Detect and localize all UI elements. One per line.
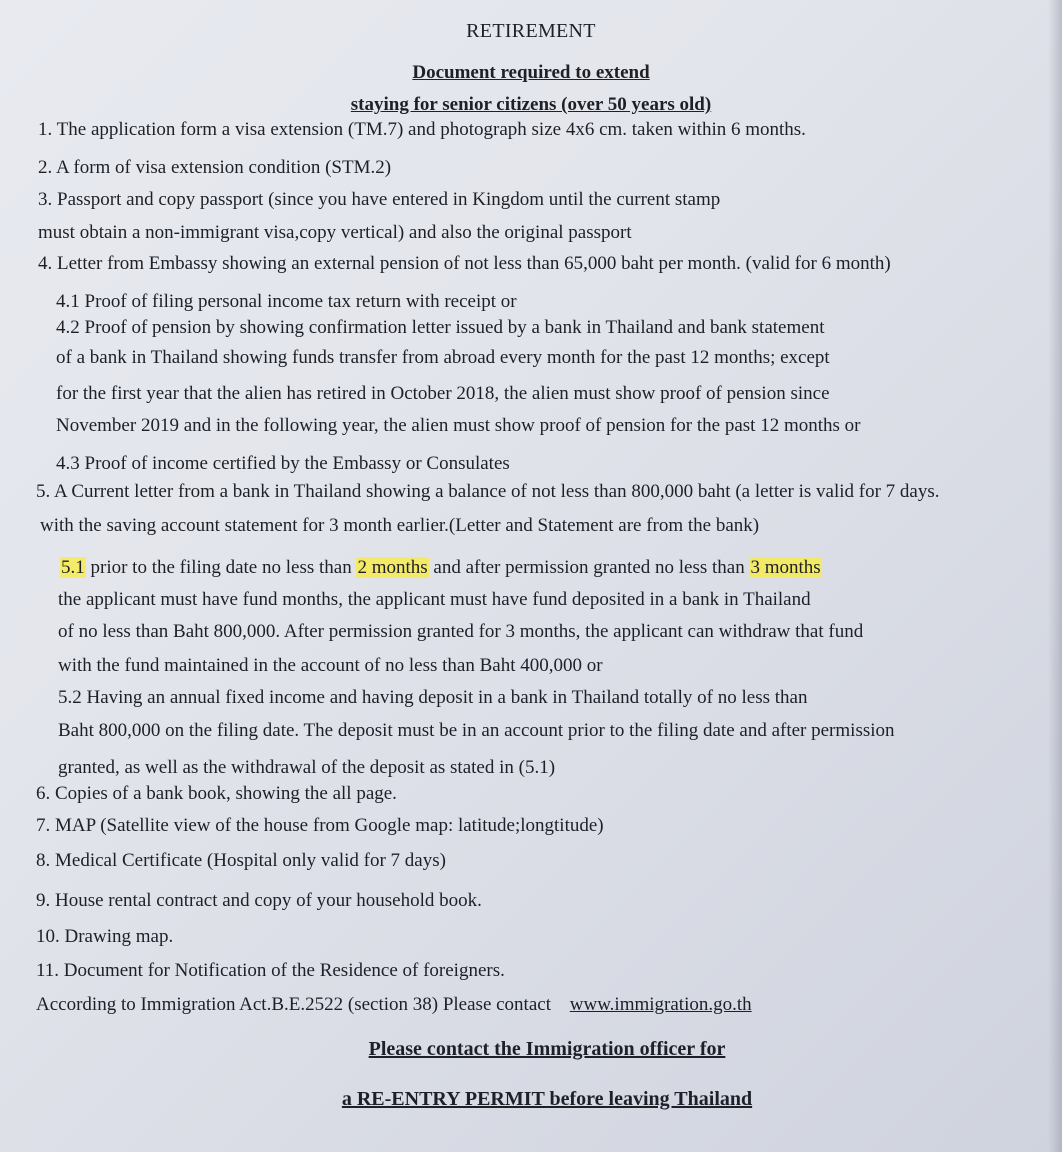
according-line — [36, 993, 752, 1017]
item-3-line1: 3. Passport and copy passport (since you have entered in Kingdom until the current stamp — [38, 189, 721, 210]
item-2: 2. A form of visa extension condition (STM.2) — [38, 157, 392, 178]
item-5-1-line4: with the fund maintained in the account of no less than Baht 400,000 or — [58, 655, 603, 676]
highlight-2-months: 2 months — [357, 557, 428, 578]
according-text: According to Immigration Act.B.E.2522 (section 38) Please contact — [36, 994, 551, 1015]
item-5-line2: with the saving account statement for 3 month earlier.(Letter and Statement are from the bank) — [40, 515, 760, 536]
item-4: 4. Letter from Embassy showing an external pension of not less than 65,000 baht per month. (valid for 6 month) — [38, 253, 891, 274]
highlight-5-1: 5.1 — [61, 557, 85, 578]
item-5-2-line3: granted, as well as the withdrawal of the deposit as stated in (5.1) — [58, 757, 556, 778]
item-5-1-line1 — [60, 556, 822, 580]
item-4-2-line4: November 2019 and in the following year, the alien must show proof of pension for the past 12 months or — [56, 415, 861, 436]
item-9: 9. House rental contract and copy of your household book. — [36, 890, 482, 911]
item-6: 6. Copies of a bank book, showing the all page. — [36, 783, 397, 804]
item-5-line1: 5. A Current letter from a bank in Thailand showing a balance of not less than 800,000 baht (a letter is valid for 7 days. — [36, 481, 940, 502]
item-1: 1. The application form a visa extension (TM.7) and photograph size 4x6 cm. taken within 6 months. — [38, 119, 806, 140]
footer-notice-line1: Please contact the Immigration officer for — [368, 1038, 726, 1060]
item-5-1-text-b: and after permission granted no less than — [428, 557, 750, 578]
item-8: 8. Medical Certificate (Hospital only valid for 7 days) — [36, 850, 446, 871]
immigration-website-link[interactable]: www.immigration.go.th — [569, 994, 752, 1015]
item-4-2-line3: for the first year that the alien has retired in October 2018, the alien must show proof of pension since — [56, 383, 830, 404]
item-5-1-text-a: prior to the filing date no less than — [85, 557, 357, 578]
item-5-1-line3: of no less than Baht 800,000. After permission granted for 3 months, the applicant can withdraw that fund — [58, 621, 864, 642]
item-4-3: 4.3 Proof of income certified by the Embassy or Consulates — [56, 453, 510, 474]
item-5-1-line2: the applicant must have fund months, the applicant must have fund deposited in a bank in Thailand — [58, 589, 811, 610]
highlight-3-months: 3 months — [750, 557, 821, 578]
item-4-1: 4.1 Proof of filing personal income tax return with receipt or — [56, 291, 517, 312]
document-subtitle-line1: Document required to extend — [412, 62, 650, 83]
item-5-2-line1: 5.2 Having an annual fixed income and having deposit in a bank in Thailand totally of no less than — [58, 687, 808, 708]
item-5-2-line2: Baht 800,000 on the filing date. The deposit must be in an account prior to the filing date and after permission — [58, 720, 895, 741]
item-11: 11. Document for Notification of the Residence of foreigners. — [36, 960, 505, 981]
item-4-2-line1: 4.2 Proof of pension by showing confirmation letter issued by a bank in Thailand and bank statement — [56, 317, 825, 338]
item-10: 10. Drawing map. — [36, 926, 174, 947]
document-subtitle-line2: staying for senior citizens (over 50 years old) — [350, 94, 712, 115]
document-title: RETIREMENT — [466, 20, 596, 42]
footer-notice-line2: a RE-ENTRY PERMIT before leaving Thailand — [341, 1088, 753, 1110]
item-4-2-line2: of a bank in Thailand showing funds transfer from abroad every month for the past 12 months; except — [56, 347, 830, 368]
item-7: 7. MAP (Satellite view of the house from Google map: latitude;longtitude) — [36, 815, 604, 836]
page-edge-shadow — [1048, 0, 1062, 1152]
item-3-line2: must obtain a non-immigrant visa,copy vertical) and also the original passport — [38, 222, 632, 243]
